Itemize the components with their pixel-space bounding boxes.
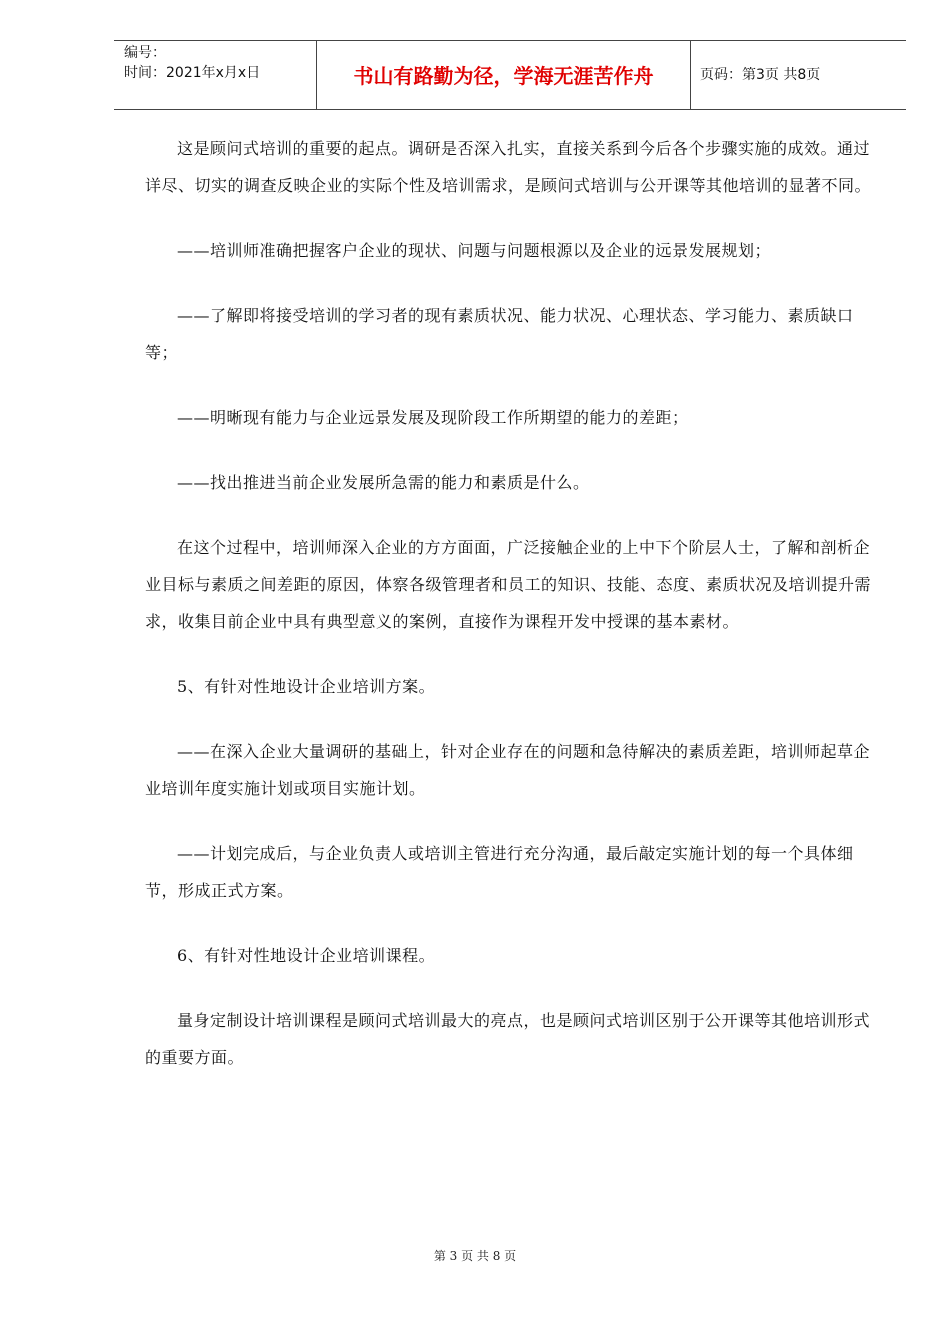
document-body — [145, 130, 875, 1104]
paragraph: ——明晰现有能力与企业远景发展及现阶段工作所期望的能力的差距； — [177, 408, 689, 427]
date-label: 时间：2021年x月x日 — [124, 65, 261, 81]
paragraph: ——找出推进当前企业发展所急需的能力和素质是什么。 — [177, 473, 590, 492]
paragraph: 在这个过程中，培训师深入企业的方方面面，广泛接触企业的上中下个阶层人士，了解和剖析企业目标与素质之间差距的原因，体察各级管理者和员工的知识、技能、态度、素质状况及培训提升需求，收集目前企业中具有典型意义的案例，直接作为课程开发中授课的基本素材。 — [145, 538, 872, 631]
number-label: 编号： — [124, 45, 166, 61]
paragraph: ——了解即将接受培训的学习者的现有素质状况、能力状况、心理状态、学习能力、素质缺口等； — [145, 306, 854, 362]
page-footer: 第 3 页 共 8 页 — [433, 1249, 517, 1263]
header-motto: 书山有路勤为径，学海无涯苦作舟 — [353, 64, 654, 88]
paragraph: ——计划完成后，与企业负责人或培训主管进行充分沟通，最后敲定实施计划的每一个具体细节，形成正式方案。 — [145, 844, 854, 900]
header-divider — [690, 41, 691, 109]
header-page-info: 页码：第3页 共8页 — [700, 67, 821, 83]
paragraph: ——培训师准确把握客户企业的现状、问题与问题根源以及企业的远景发展规划； — [177, 241, 772, 260]
header-meta — [124, 43, 260, 83]
paragraph: 这是顾问式培训的重要的起点。调研是否深入扎实，直接关系到今后各个步骤实施的成效。通过详尽、切实的调查反映企业的实际个性及培训需求，是顾问式培训与公开课等其他培训的显著不同。 — [145, 139, 872, 195]
page-header — [114, 40, 906, 110]
paragraph: 量身定制设计培训课程是顾问式培训最大的亮点，也是顾问式培训区别于公开课等其他培训形式的重要方面。 — [145, 1011, 871, 1067]
paragraph: ——在深入企业大量调研的基础上，针对企业存在的问题和急待解决的素质差距，培训师起草企业培训年度实施计划或项目实施计划。 — [145, 742, 871, 798]
section-heading: 5、有针对性地设计企业培训方案。 — [177, 677, 436, 696]
section-heading: 6、有针对性地设计企业培训课程。 — [177, 946, 436, 965]
